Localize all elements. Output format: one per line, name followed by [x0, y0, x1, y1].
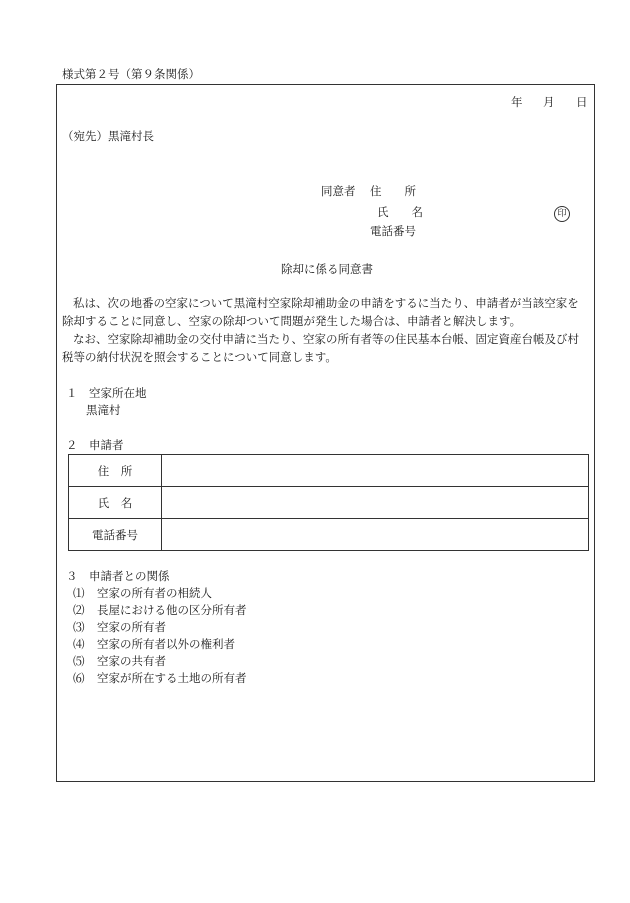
section2-heading: ２ 申請者 — [66, 438, 124, 452]
list-item-number: ⑶ — [73, 620, 85, 634]
date-year: 年 — [511, 95, 523, 109]
addressee: （宛先）黒滝村長 — [62, 129, 154, 143]
form-label: 様式第２号（第９条関係） — [62, 67, 200, 81]
list-item — [73, 620, 166, 634]
list-item-number: ⑵ — [73, 603, 85, 617]
consenter-address-label: 住 所 — [370, 184, 416, 198]
list-item-text: 空家の所有者の相続人 — [97, 586, 212, 600]
list-item-text: 空家の所有者以外の権利者 — [97, 637, 235, 651]
list-item-text: 長屋における他の区分所有者 — [97, 603, 247, 617]
body-line-3: なお、空家除却補助金の交付申請に当たり、空家の所有者等の住民基本台帳、固定資産台帳及び村 — [73, 332, 579, 346]
document-title: 除却に係る同意書 — [281, 262, 373, 276]
consenter-phone-label: 電話番号 — [370, 224, 416, 238]
consenter-title: 同意者 — [321, 184, 356, 198]
list-item-text: 空家の共有者 — [97, 654, 166, 668]
date-month: 月 — [543, 95, 555, 109]
table-row — [69, 455, 589, 487]
table-row — [69, 519, 589, 551]
body-line-1: 私は、次の地番の空家について黒滝村空家除却補助金の申請をするに当たり、申請者が当該空家を — [73, 296, 579, 310]
date-day: 日 — [576, 95, 588, 109]
list-item-number: ⑴ — [73, 586, 85, 600]
applicant-address-field[interactable] — [162, 455, 589, 487]
seal-mark — [554, 205, 570, 222]
list-item-text: 空家が所在する土地の所有者 — [97, 671, 247, 685]
applicant-phone-field[interactable] — [162, 519, 589, 551]
section3-heading: ３ 申請者との関係 — [66, 569, 170, 583]
body-line-2: 除却することに同意し、空家の除却ついて問題が発生した場合は、申請者と解決します。 — [62, 314, 522, 328]
list-item — [73, 654, 166, 668]
table-row — [69, 487, 589, 519]
applicant-table — [68, 454, 589, 551]
section1-heading: １ 空家所在地 — [66, 386, 147, 400]
list-item — [73, 671, 247, 685]
seal-icon: 印 — [554, 206, 570, 222]
applicant-phone-label: 電話番号 — [69, 519, 162, 551]
list-item — [73, 637, 235, 651]
list-item-number: ⑹ — [73, 671, 85, 685]
body-line-4: 税等の納付状況を照会することについて同意します。 — [62, 350, 337, 364]
applicant-name-label: 氏 名 — [69, 487, 162, 519]
list-item-number: ⑷ — [73, 637, 85, 651]
consenter-name-label: 氏 名 — [377, 205, 423, 219]
list-item-text: 空家の所有者 — [97, 620, 166, 634]
list-item — [73, 603, 247, 617]
applicant-address-label: 住 所 — [69, 455, 162, 487]
section1-value: 黒滝村 — [86, 403, 121, 417]
applicant-name-field[interactable] — [162, 487, 589, 519]
list-item — [73, 586, 212, 600]
list-item-number: ⑸ — [73, 654, 85, 668]
